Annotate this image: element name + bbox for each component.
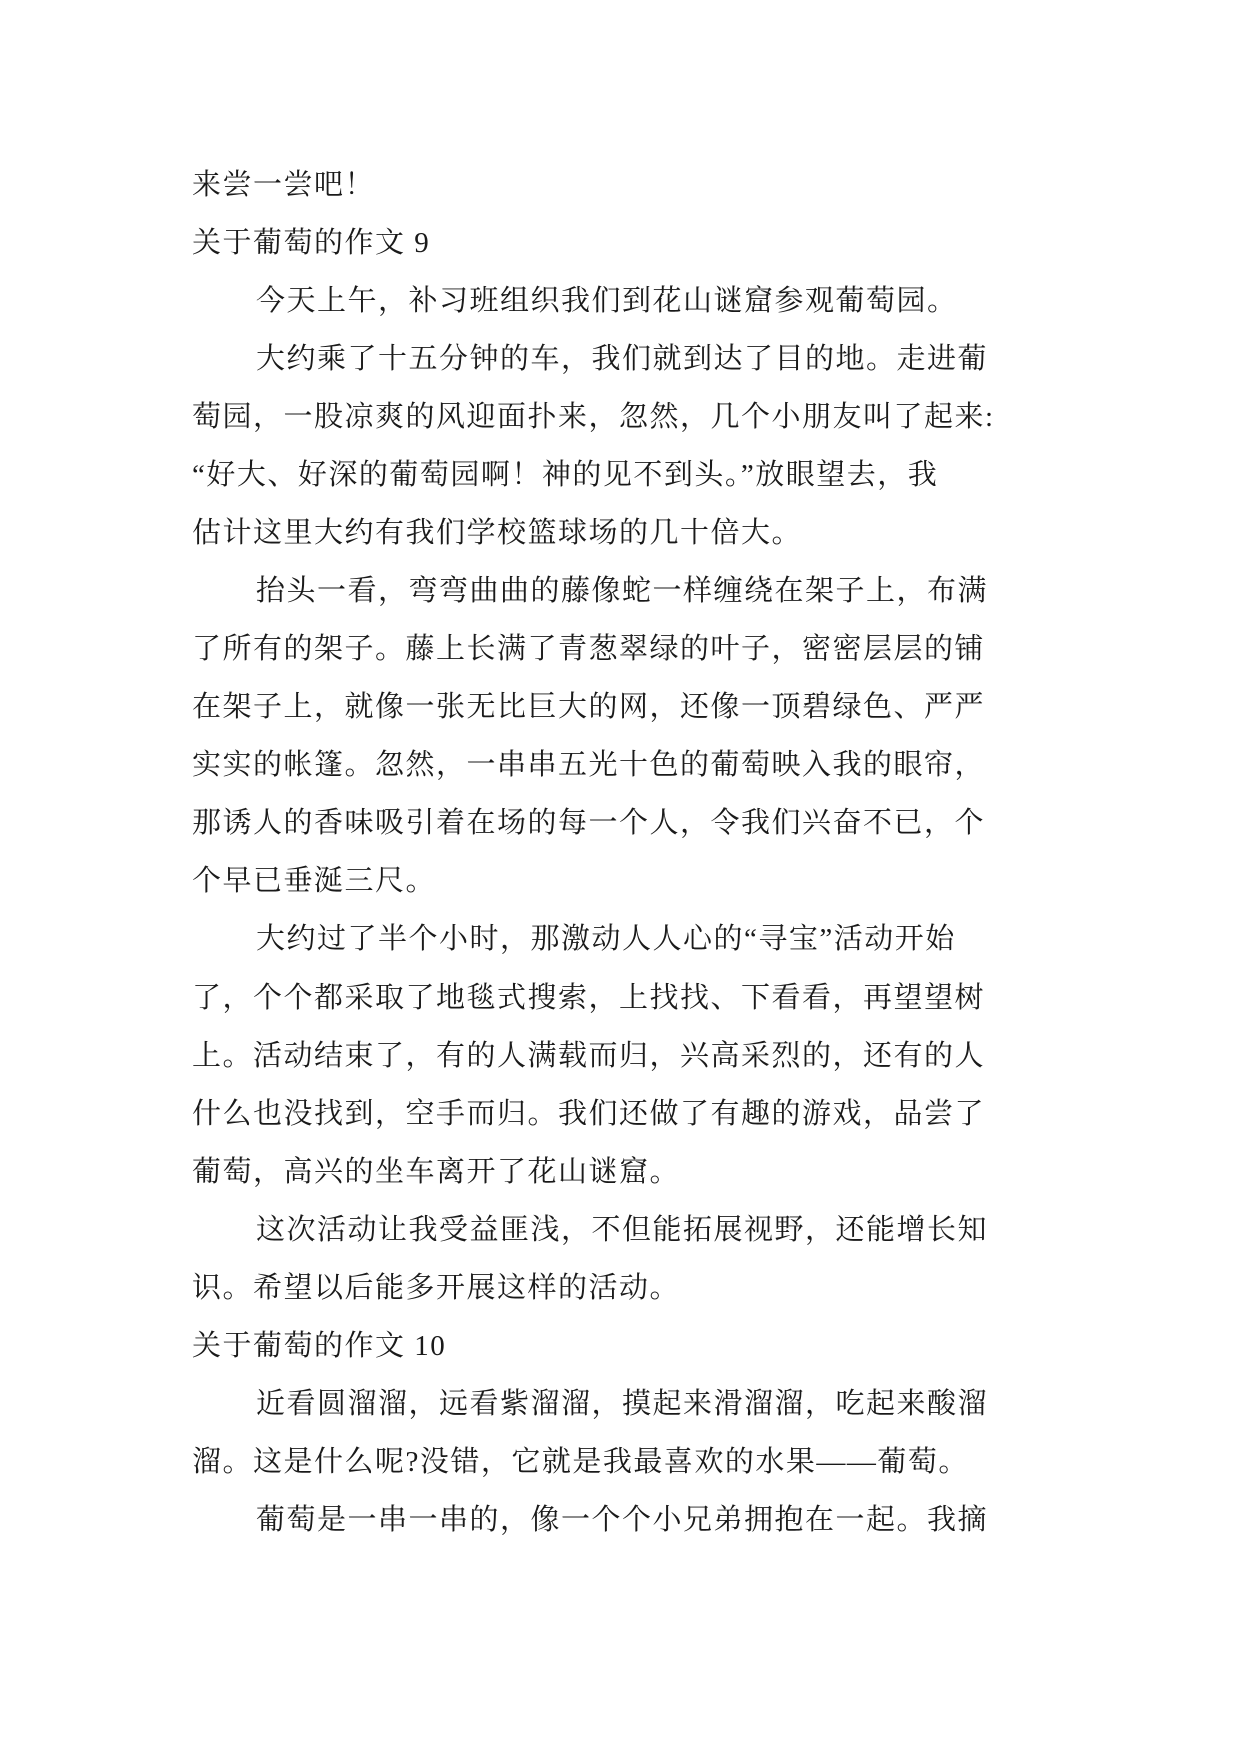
paragraph-line: 今天上午，补习班组织我们到花山谜窟参观葡萄园。 <box>256 285 958 317</box>
paragraph-line: 什么也没找到，空手而归。我们还做了有趣的游戏，品尝了 <box>192 1098 986 1130</box>
paragraph-line: 这次活动让我受益匪浅，不但能拓展视野，还能增长知 <box>256 1214 989 1246</box>
paragraph-line: 了，个个都采取了地毯式搜索，上找找、下看看，再望望树 <box>192 982 986 1014</box>
paragraph-line: 大约过了半个小时，那激动人人心的“寻宝”活动开始 <box>256 923 956 955</box>
paragraph-line: 实实的帐篷。忽然，一串串五光十色的葡萄映入我的眼帘， <box>192 749 986 781</box>
section-heading: 关于葡萄的作文 9 <box>192 227 431 259</box>
section-heading: 关于葡萄的作文 10 <box>192 1330 447 1362</box>
paragraph-line: 溜。这是什么呢?没错，它就是我最喜欢的水果——葡萄。 <box>192 1446 969 1478</box>
paragraph-line: 在架子上，就像一张无比巨大的网，还像一顶碧绿色、严严 <box>192 691 986 723</box>
paragraph-line: 葡萄，高兴的坐车离开了花山谜窟。 <box>192 1156 681 1188</box>
paragraph-line: 估计这里大约有我们学校篮球场的几十倍大。 <box>192 517 803 549</box>
paragraph-line: 上。活动结束了，有的人满载而归，兴高采烈的，还有的人 <box>192 1040 986 1072</box>
paragraph-line: 葡萄是一串一串的，像一个个小兄弟拥抱在一起。我摘 <box>256 1504 989 1536</box>
paragraph-line: 近看圆溜溜，远看紫溜溜，摸起来滑溜溜，吃起来酸溜 <box>256 1388 989 1420</box>
paragraph-line: 那诱人的香味吸引着在场的每一个人，令我们兴奋不已，个 <box>192 807 986 839</box>
paragraph-line: 萄园，一股凉爽的风迎面扑来，忽然，几个小朋友叫了起来: <box>192 401 995 433</box>
paragraph-line: 了所有的架子。藤上长满了青葱翠绿的叶子，密密层层的铺 <box>192 633 986 665</box>
paragraph-line: 个早已垂涎三尺。 <box>192 865 437 897</box>
paragraph-line: 大约乘了十五分钟的车，我们就到达了目的地。走进葡 <box>256 343 989 375</box>
text-line: 来尝一尝吧！ <box>192 169 376 201</box>
paragraph-line: 抬头一看，弯弯曲曲的藤像蛇一样缠绕在架子上，布满 <box>256 575 989 607</box>
paragraph-line: 识。希望以后能多开展这样的活动。 <box>192 1272 681 1304</box>
paragraph-line: “好大、好深的葡萄园啊！神的见不到头。”放眼望去，我 <box>192 459 939 491</box>
